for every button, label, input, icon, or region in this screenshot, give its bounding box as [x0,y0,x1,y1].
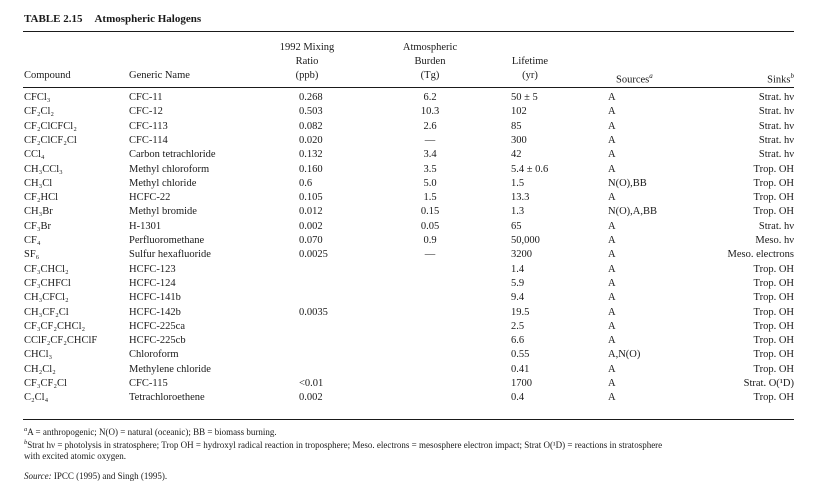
header-compound: Compound [24,70,71,81]
cell-sources: A [608,363,616,375]
cell-sources: A [608,106,616,118]
cell-sources: A [608,249,616,261]
footnote-b-mark: b [24,439,28,446]
cell-compound: CF₄ [24,235,41,246]
cell-sources: A [608,235,616,246]
cell-sources: A [608,92,616,103]
cell-sinks: Strat. hν [758,134,794,146]
table-row [0,120,822,134]
cell-generic-name: CFC-114 [129,134,168,146]
cell-burden: 6.2 [423,92,437,103]
cell-sources: N(O),BB [608,177,647,189]
table-row [0,91,822,105]
cell-generic-name: H-1301 [129,220,162,232]
footnote-b-continued [24,450,126,462]
cell-compound: CFCl₃ [24,92,51,103]
cell-lifetime: 5.4 ± 0.6 [511,163,549,175]
cell-sinks: Trop. OH [753,163,794,175]
table-row [0,205,822,219]
cell-mixing-ratio: <0.01 [299,378,324,389]
cell-lifetime: 1.5 [511,177,525,189]
table-row [0,177,822,191]
cell-mixing-ratio: 0.105 [299,192,323,204]
cell-sources: A [608,120,616,132]
cell-generic-name: Methylene chloride [129,363,211,375]
table-title [24,13,201,25]
table-row [0,334,822,348]
table-row [0,391,822,405]
header-burden-line-2: Burden [414,56,446,67]
cell-sinks: Trop. OH [753,320,794,332]
table-row [0,263,822,277]
header-mixing-line-1: 1992 Mixing [279,42,335,53]
cell-compound: CH₃CF₂Cl [24,306,69,318]
cell-mixing-ratio: 0.503 [299,106,323,118]
cell-compound: CH₃CFCl₂ [24,292,69,304]
header-mixing-ratio [272,41,342,83]
cell-generic-name: Methyl chloride [129,177,197,189]
cell-generic-name: HCFC-124 [129,277,176,289]
cell-sources: A [608,320,616,332]
cell-sinks: Meso. hν [755,235,794,246]
cell-lifetime: 9.4 [511,292,525,304]
cell-sources: A [608,306,616,318]
cell-compound: CClF₂CF₂CHClF [24,335,98,347]
cell-sources: A [608,277,616,289]
table-row [0,105,822,119]
header-mixing-line-3: (ppb) [295,70,319,81]
table-row [0,248,822,262]
header-sinks [700,69,794,88]
cell-lifetime: 1.3 [511,206,525,218]
cell-mixing-ratio: 0.6 [299,177,313,189]
cell-sinks: Trop. OH [753,177,794,189]
table-row [0,220,822,234]
cell-compound: CF₂HCl [24,192,59,204]
header-sources [616,69,653,88]
header-atmospheric-burden [390,41,470,83]
cell-sources: A [608,192,616,204]
cell-sinks: Strat. hν [758,106,794,118]
cell-sources: A [608,163,616,175]
cell-generic-name: HCFC-142b [129,306,181,318]
cell-mixing-ratio: 0.132 [299,149,323,161]
cell-burden: 0.15 [420,206,440,218]
cell-lifetime: 5.9 [511,277,525,289]
header-rule [23,87,794,88]
cell-sources: A [608,335,616,347]
cell-lifetime: 85 [511,120,522,132]
cell-compound: CCl₄ [24,149,45,161]
header-mixing-line-2: Ratio [295,56,319,67]
cell-compound: CH₂Cl₂ [24,363,56,375]
cell-burden: — [424,134,436,146]
cell-sinks: Strat. hν [758,92,794,103]
cell-compound: CF₃CHCl₂ [24,263,69,275]
cell-lifetime: 6.6 [511,335,525,347]
header-generic-name: Generic Name [129,70,190,81]
cell-burden: 1.5 [423,192,437,204]
cell-burden: 3.4 [423,149,437,161]
source-text: IPCC (1995) and Singh (1995). [53,471,168,481]
cell-mixing-ratio: 0.0025 [299,249,328,261]
cell-burden: — [424,249,436,261]
cell-generic-name: CFC-113 [129,120,168,132]
cell-burden: 0.05 [420,220,440,232]
cell-sinks: Strat. hν [758,120,794,132]
cell-lifetime: 2.5 [511,320,525,332]
cell-compound: CHCl₃ [24,349,53,361]
cell-compound: CF₃CF₂Cl [24,378,67,389]
cell-compound: CF₂ClCF₂Cl [24,134,77,146]
cell-lifetime: 0.4 [511,392,525,404]
cell-compound: C₂Cl₄ [24,392,49,404]
header-sinks-footnote-mark: b [790,72,794,80]
cell-sinks: Trop. OH [753,363,794,375]
cell-mixing-ratio: 0.268 [299,92,323,103]
footnote-a-text: A = anthropogenic; N(O) = natural (oceanic); BB = biomass burning. [27,427,277,437]
cell-sources: A [608,292,616,304]
cell-mixing-ratio: 0.0035 [299,306,328,318]
cell-lifetime: 102 [511,106,527,118]
cell-sinks: Trop. OH [753,292,794,304]
cell-compound: CF₃CF₂CHCl₂ [24,320,86,332]
cell-sinks: Strat. hν [758,220,794,232]
cell-lifetime: 19.5 [511,306,530,318]
cell-sinks: Strat. hν [758,149,794,161]
cell-generic-name: CFC-115 [129,378,168,389]
cell-compound: SF₆ [24,249,40,261]
cell-generic-name: Methyl chloroform [129,163,210,175]
footnote-a [24,424,277,438]
cell-lifetime: 0.41 [511,363,530,375]
cell-sources: A [608,392,616,404]
cell-sinks: Trop. OH [753,263,794,275]
cell-burden: 3.5 [423,163,437,175]
cell-mixing-ratio: 0.020 [299,134,323,146]
bottom-rule [23,419,794,420]
cell-burden: 5.0 [423,177,437,189]
cell-mixing-ratio: 0.082 [299,120,323,132]
cell-sinks: Trop. OH [753,349,794,361]
cell-mixing-ratio: 0.070 [299,235,323,246]
cell-generic-name: Perfluoromethane [129,235,205,246]
table-number: TABLE 2.15 [24,13,83,25]
cell-sinks: Trop. OH [753,392,794,404]
cell-generic-name: Sulfur hexafluoride [129,249,211,261]
header-sources-footnote-mark: a [649,72,653,80]
table-row [0,191,822,205]
cell-generic-name: HCFC-225ca [129,320,185,332]
cell-generic-name: Tetrachloroethene [129,392,205,404]
footnote-b [24,437,662,451]
cell-generic-name: Chloroform [129,349,179,361]
cell-generic-name: HCFC-141b [129,292,181,304]
footnote-b-text-2: with excited atomic oxygen. [24,451,126,461]
table-row [0,320,822,334]
cell-generic-name: CFC-12 [129,106,163,118]
cell-lifetime: 65 [511,220,522,232]
cell-sources: A [608,134,616,146]
cell-sources: A [608,378,616,389]
source-label: Source: [24,471,52,481]
top-rule [23,31,794,32]
cell-sinks: Trop. OH [753,335,794,347]
cell-sinks: Trop. OH [753,277,794,289]
cell-sinks: Trop. OH [753,206,794,218]
table-row [0,148,822,162]
table-title-text: Atmospheric Halogens [94,13,202,25]
cell-sources: N(O),A,BB [608,206,657,218]
header-sources-label: Sources [616,74,650,86]
cell-mixing-ratio: 0.002 [299,220,323,232]
cell-sources: A [608,220,616,232]
table-row [0,306,822,320]
cell-mixing-ratio: 0.160 [299,163,323,175]
header-lifetime-line-1: Lifetime [511,56,549,67]
footnote-b-text-1: Strat hν = photolysis in stratosphere; Trop OH = hydroxyl radical reaction in troposphere; Meso. electrons = mesosphere electron impact; Strat O(¹D) = reactions in stratosphere [27,440,663,450]
cell-sources: A [608,263,616,275]
cell-generic-name: Methyl bromide [129,206,197,218]
cell-lifetime: 300 [511,134,527,146]
cell-lifetime: 0.55 [511,349,530,361]
table-row [0,163,822,177]
cell-mixing-ratio: 0.012 [299,206,323,218]
cell-burden: 2.6 [423,120,437,132]
table-row [0,277,822,291]
table-row [0,363,822,377]
cell-generic-name: CFC-11 [129,92,163,103]
cell-generic-name: HCFC-22 [129,192,171,204]
source-line [24,470,167,482]
cell-generic-name: HCFC-225cb [129,335,186,347]
cell-compound: CH₃Cl [24,177,53,189]
cell-compound: CH₃CCl₃ [24,163,63,175]
cell-lifetime: 1.4 [511,263,525,275]
header-burden-line-1: Atmospheric [402,42,458,53]
cell-generic-name: HCFC-123 [129,263,176,275]
table-row [0,377,822,391]
header-burden-line-3: (Tg) [420,70,440,81]
cell-compound: CF₂ClCFCl₂ [24,120,77,132]
header-sinks-label: Sinks [767,74,791,86]
cell-compound: CF₃CHFCl [24,277,71,289]
table-row [0,234,822,248]
cell-compound: CF₂Cl₂ [24,106,55,118]
cell-mixing-ratio: 0.002 [299,392,323,404]
table-row [0,348,822,362]
cell-lifetime: 13.3 [511,192,530,204]
cell-lifetime: 50 ± 5 [511,92,538,103]
cell-lifetime: 50,000 [511,235,540,246]
cell-sinks: Trop. OH [753,192,794,204]
cell-lifetime: 42 [511,149,522,161]
cell-sinks: Strat. O(¹D) [743,378,794,389]
cell-lifetime: 3200 [511,249,532,261]
cell-burden: 10.3 [420,106,440,118]
cell-sinks: Meso. electrons [727,249,794,261]
cell-generic-name: Carbon tetrachloride [129,149,216,161]
cell-sinks: Trop. OH [753,306,794,318]
table-row [0,134,822,148]
cell-sources: A [608,149,616,161]
cell-compound: CH₃Br [24,206,53,218]
cell-lifetime: 1700 [511,378,532,389]
footnote-a-mark: a [24,426,28,433]
table-row [0,291,822,305]
cell-sources: A,N(O) [608,349,641,361]
header-lifetime [500,55,560,83]
cell-burden: 0.9 [423,235,437,246]
cell-compound: CF₃Br [24,220,52,232]
header-lifetime-line-2: (yr) [522,70,538,81]
